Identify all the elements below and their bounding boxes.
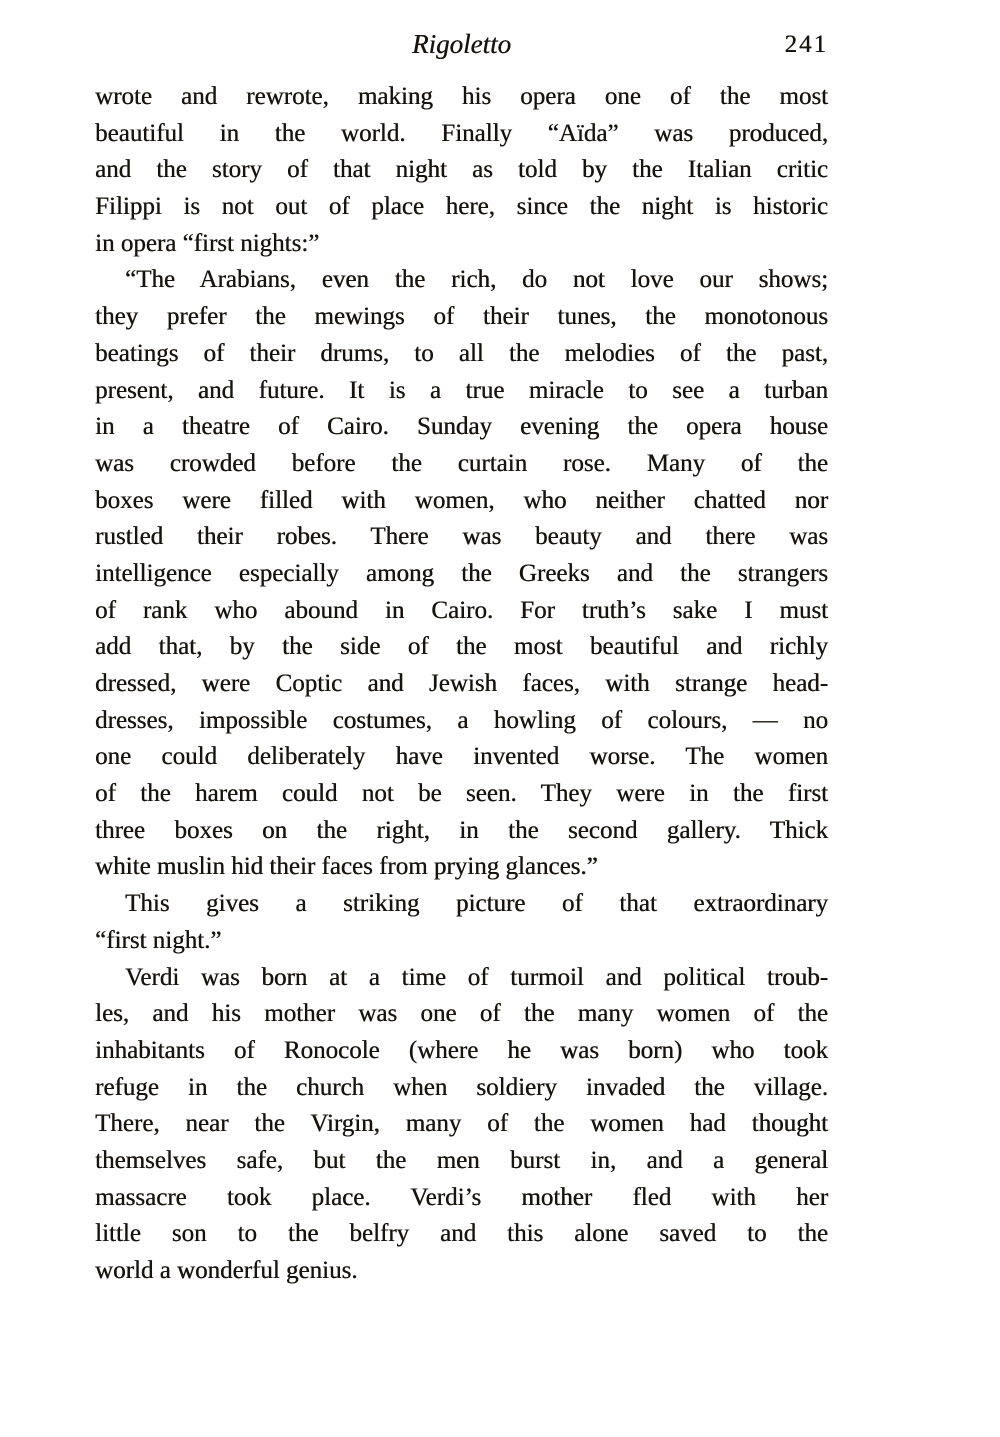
page-body xyxy=(95,79,828,1290)
text-line: boxes were filled with women, who neither chatted nor xyxy=(95,486,828,514)
text-line: themselves safe, but the men burst in, and a general xyxy=(95,1146,828,1174)
text-line: add that, by the side of the most beautiful and richly xyxy=(95,633,828,661)
text-line: There, near the Virgin, many of the women had thought xyxy=(95,1110,828,1138)
text-line: wrote and rewrote, making his opera one of the most xyxy=(95,83,828,110)
text-line: dressed, were Coptic and Jewish faces, with strange head- xyxy=(95,670,828,697)
text-line: they prefer the mewings of their tunes, the monotonous xyxy=(95,303,828,331)
text-line: beatings of their drums, to all the melodies of the past, xyxy=(95,339,828,367)
text-line: les, and his mother was one of the many women of the xyxy=(95,1000,828,1028)
text-line: world a wonderful genius. xyxy=(95,1257,358,1284)
text-line: “first night.” xyxy=(95,926,222,954)
text-line: massacre took place. Verdi’s mother fled with her xyxy=(95,1183,828,1211)
running-head-title: Rigoletto xyxy=(412,29,511,59)
text-line: little son to the belfry and this alone saved to the xyxy=(95,1220,828,1248)
text-line: intelligence especially among the Greeks and the strangers xyxy=(95,559,828,587)
text-line: dresses, impossible costumes, a howling of colours, — no xyxy=(95,706,828,734)
text-line: This gives a striking picture of that extraordinary xyxy=(125,890,828,918)
text-line: Verdi was born at a time of turmoil and political troub- xyxy=(125,963,828,991)
text-line: beautiful in the world. Finally “Aïda” was produced, xyxy=(95,119,828,147)
text-line: white muslin hid their faces from prying glances.” xyxy=(95,853,598,881)
page-number: 241 xyxy=(784,31,828,58)
text-line: Filippi is not out of place here, since the night is historic xyxy=(95,193,828,221)
text-line: was crowded before the curtain rose. Many of the xyxy=(95,449,828,477)
text-line: refuge in the church when soldiery invaded the village. xyxy=(95,1073,828,1101)
text-line: three boxes on the right, in the second gallery. Thick xyxy=(95,816,828,844)
text-line: inhabitants of Ronocole (where he was born) who took xyxy=(95,1036,828,1064)
text-line: in a theatre of Cairo. Sunday evening the opera house xyxy=(95,413,828,441)
text-line: present, and future. It is a true miracle to see a turban xyxy=(95,376,828,404)
text-line: one could deliberately have invented worse. The women xyxy=(95,743,828,771)
text-line: and the story of that night as told by the Italian critic xyxy=(95,156,828,184)
page-header xyxy=(95,27,828,67)
text-line: rustled their robes. There was beauty and there was xyxy=(95,523,828,551)
text-line: of the harem could not be seen. They were in the first xyxy=(95,780,828,808)
text-line: in opera “first nights:” xyxy=(95,229,320,257)
text-line: “The Arabians, even the rich, do not love our shows; xyxy=(125,266,828,294)
text-line: of rank who abound in Cairo. For truth’s sake I must xyxy=(95,596,828,624)
